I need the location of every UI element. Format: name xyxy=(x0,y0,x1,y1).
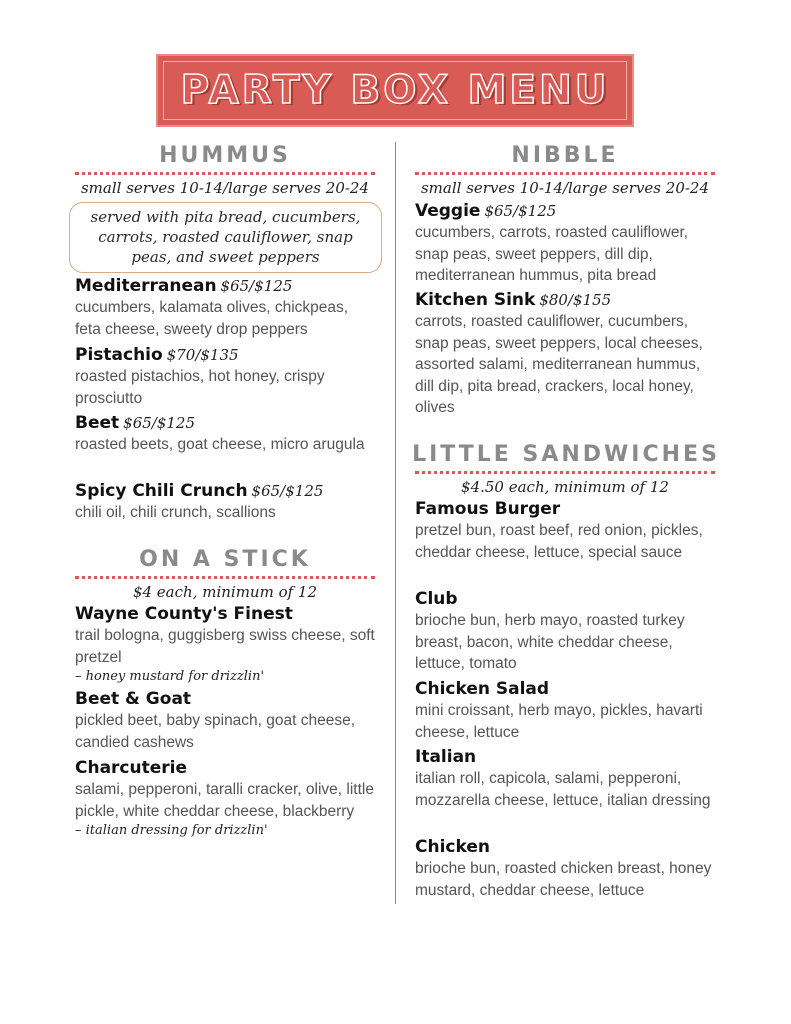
menu-item-mediterranean xyxy=(75,276,375,340)
nibble-dotted-rule xyxy=(415,172,715,175)
item-price: $65/$125 xyxy=(484,202,557,220)
menu-item-chicken xyxy=(415,837,715,901)
column-divider xyxy=(395,142,396,904)
menu-title-banner xyxy=(156,54,634,127)
item-name: Beet & Goat xyxy=(75,689,192,709)
item-price: $70/$135 xyxy=(166,346,239,364)
item-description: italian roll, capicola, salami, pepperoni, mozzarella cheese, lettuce, italian dressing xyxy=(415,770,711,809)
little-sandwiches-subtitle: $4.50 each, minimum of 12 xyxy=(461,478,669,496)
item-note: – honey mustard for drizzlin' xyxy=(75,669,265,684)
item-name: Famous Burger xyxy=(415,499,561,519)
item-description: roasted pistachios, hot honey, crispy prosciutto xyxy=(75,368,325,407)
item-price: $80/$155 xyxy=(539,291,612,309)
item-name: Wayne County's Finest xyxy=(75,604,293,624)
item-note: – italian dressing for drizzlin' xyxy=(75,823,268,838)
menu-item-italian xyxy=(415,747,715,811)
item-name: Chicken xyxy=(415,837,490,857)
menu-item-famous-burger xyxy=(415,499,715,563)
item-description: pickled beet, baby spinach, goat cheese, candied cashews xyxy=(75,712,356,751)
menu-item-chicken-salad xyxy=(415,679,715,743)
menu-item-pistachio xyxy=(75,345,375,409)
nibble-heading: NIBBLE xyxy=(511,143,619,168)
on-a-stick-subtitle: $4 each, minimum of 12 xyxy=(132,583,318,601)
item-description: cucumbers, carrots, roasted cauliflower, snap peas, sweet peppers, dill dip, mediterranean hummus, pita bread xyxy=(415,224,689,284)
item-description: mini croissant, herb mayo, pickles, havarti cheese, lettuce xyxy=(415,702,703,741)
menu-item-spicy-chili-crunch xyxy=(75,481,375,524)
item-name: Mediterranean xyxy=(75,276,217,296)
menu-item-beet-and-goat xyxy=(75,689,375,753)
menu-item-club xyxy=(415,589,715,675)
item-name: Charcuterie xyxy=(75,758,188,778)
little-sandwiches-dotted-rule xyxy=(415,471,715,474)
item-price: $65/$125 xyxy=(123,414,196,432)
item-name: Chicken Salad xyxy=(415,679,550,699)
item-price: $65/$125 xyxy=(251,482,324,500)
menu-title: PARTY BOX MENU xyxy=(180,68,610,113)
item-description: carrots, roasted cauliflower, cucumbers, snap peas, sweet peppers, local cheeses, assorted salami, mediterranean hummus, dill dip, pita bread, crackers, local honey, olives xyxy=(415,313,703,416)
item-name: Kitchen Sink xyxy=(415,290,536,310)
item-description: trail bologna, guggisberg swiss cheese, soft pretzel xyxy=(75,627,375,666)
item-description: roasted beets, goat cheese, micro arugula xyxy=(75,436,365,453)
little-sandwiches-heading: LITTLE SANDWICHES xyxy=(412,442,720,467)
item-name: Italian xyxy=(415,747,477,767)
item-description: salami, pepperoni, taralli cracker, olive, little pickle, white cheddar cheese, blackberry xyxy=(75,781,374,820)
menu-item-veggie xyxy=(415,201,715,287)
item-description: pretzel bun, roast beef, red onion, pickles, cheddar cheese, lettuce, special sauce xyxy=(415,522,703,561)
item-description: brioche bun, roasted chicken breast, honey mustard, cheddar cheese, lettuce xyxy=(415,860,712,899)
menu-item-charcuterie xyxy=(75,758,375,839)
menu-item-beet xyxy=(75,413,375,456)
on-a-stick-dotted-rule xyxy=(75,576,375,579)
item-name: Veggie xyxy=(415,201,481,221)
item-name: Pistachio xyxy=(75,345,163,365)
hummus-dotted-rule xyxy=(75,172,375,175)
menu-item-kitchen-sink xyxy=(415,290,715,419)
item-name: Club xyxy=(415,589,458,609)
hummus-served-with-box: served with pita bread, cucumbers, carrots, roasted cauliflower, snap peas, and sweet peppers xyxy=(69,202,382,273)
on-a-stick-heading: ON A STICK xyxy=(139,547,311,572)
item-description: brioche bun, herb mayo, roasted turkey breast, bacon, white cheddar cheese, lettuce, tomato xyxy=(415,612,685,672)
hummus-subtitle: small serves 10-14/large serves 20-24 xyxy=(80,179,370,197)
hummus-heading: HUMMUS xyxy=(159,143,291,168)
item-name: Spicy Chili Crunch xyxy=(75,481,248,501)
item-description: cucumbers, kalamata olives, chickpeas, feta cheese, sweety drop peppers xyxy=(75,299,349,338)
item-description: chili oil, chili crunch, scallions xyxy=(75,504,276,521)
menu-item-wayne-countys-finest xyxy=(75,604,375,685)
nibble-subtitle: small serves 10-14/large serves 20-24 xyxy=(420,179,710,197)
item-name: Beet xyxy=(75,413,120,433)
item-price: $65/$125 xyxy=(220,277,293,295)
